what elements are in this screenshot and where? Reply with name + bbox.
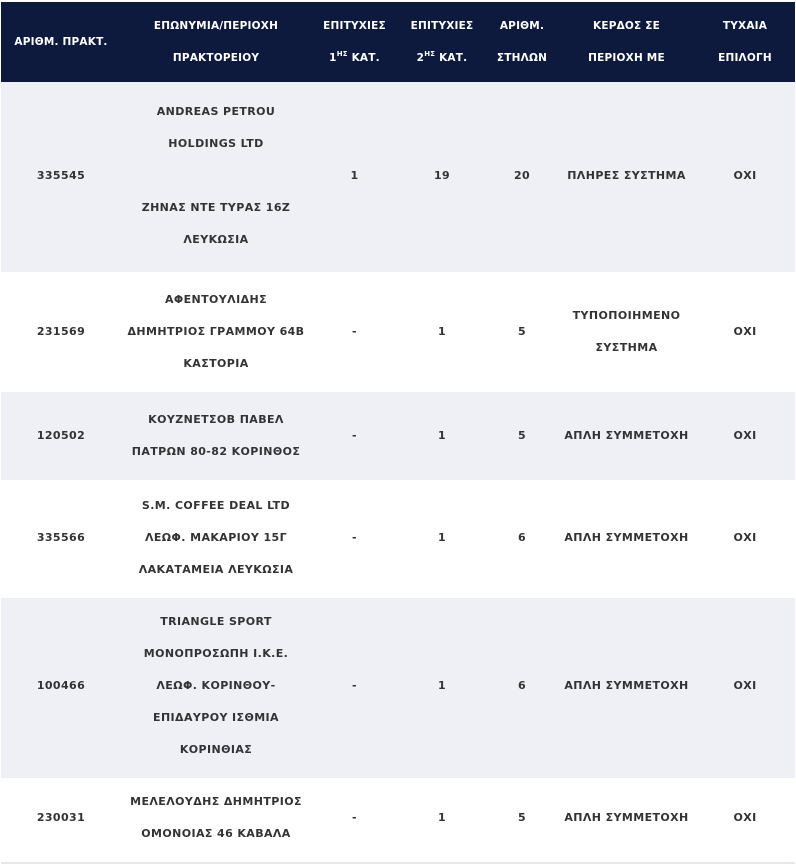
agency-number-cell: 231569 bbox=[36, 325, 86, 338]
random-pick-cell: ΟΧΙ bbox=[733, 811, 757, 824]
agency-line: ΜΕΛΕΛΟΥΔΗΣ ΔΗΜΗΤΡΙΟΣ bbox=[130, 795, 302, 808]
agency-name-cell bbox=[121, 598, 311, 778]
header-first-category-wins: ΕΠΙΤΥΧΙΕΣ $1^{H\Sigma}$ ΚΑΤ. bbox=[323, 20, 386, 64]
table-body bbox=[1, 82, 795, 863]
agency-line: TRIANGLE SPORT bbox=[160, 615, 272, 628]
columns-count-cell: 6 bbox=[517, 679, 527, 692]
agency-line: ΛΕΩΦ. ΚΟΡΙΝΘΟΥ- bbox=[156, 679, 276, 692]
agency-name-cell bbox=[121, 392, 311, 480]
agency-line: ΚΑΣΤΟΡΙΑ bbox=[183, 357, 249, 370]
agency-line: ΜΟΝΟΠΡΟΣΩΠΗ Ι.Κ.Ε. bbox=[143, 647, 289, 660]
second-category-cell: 1 bbox=[437, 811, 447, 824]
agency-number-cell: 335566 bbox=[36, 531, 86, 544]
gain-type-cell bbox=[558, 778, 695, 863]
gain-line: ΣΥΣΤΗΜΑ bbox=[595, 341, 658, 354]
gain-line: ΤΥΠΟΠΟΙΗΜΕΝΟ bbox=[572, 309, 681, 322]
agency-line: ANDREAS PETROU bbox=[156, 105, 276, 118]
agency-line: ΛΕΩΦ. ΜΑΚΑΡΙΟΥ 15Γ bbox=[144, 531, 288, 544]
second-category-cell: 1 bbox=[437, 325, 447, 338]
agency-line: ΚΟΡΙΝΘΙΑΣ bbox=[179, 743, 253, 756]
first-category-cell: - bbox=[352, 429, 357, 442]
agency-line: ΑΦΕΝΤΟΥΛΙΔΗΣ bbox=[164, 293, 268, 306]
agency-line: ΠΑΤΡΩΝ 80-82 ΚΟΡΙΝΘΟΣ bbox=[131, 445, 301, 458]
table-row bbox=[1, 82, 795, 272]
columns-count-cell: 5 bbox=[517, 811, 527, 824]
table-row bbox=[1, 392, 795, 480]
header-second-category-wins: ΕΠΙΤΥΧΙΕΣ $2^{H\Sigma}$ ΚΑΤ. bbox=[410, 20, 474, 64]
header-columns-count: ΑΡΙΘΜ. ΣΤΗΛΩΝ bbox=[496, 20, 548, 64]
second-category-cell: 19 bbox=[433, 169, 451, 182]
agency-line: HOLDINGS LTD bbox=[168, 137, 264, 150]
columns-count-cell: 6 bbox=[517, 531, 527, 544]
table-header-row bbox=[1, 2, 795, 82]
winners-table bbox=[1, 2, 795, 864]
gain-type-cell bbox=[558, 598, 695, 778]
agency-line: S.M. COFFEE DEAL LTD bbox=[141, 499, 291, 512]
first-category-cell: - bbox=[352, 325, 357, 338]
second-category-cell: 1 bbox=[437, 531, 447, 544]
gain-type-cell bbox=[558, 272, 695, 392]
random-pick-cell: ΟΧΙ bbox=[733, 679, 757, 692]
gain-line: ΠΛΗΡΕΣ ΣΥΣΤΗΜΑ bbox=[567, 169, 686, 182]
agency-line: ΚΟΥΖΝΕΤΣΟΒ ΠΑΒΕΛ bbox=[148, 413, 284, 426]
agency-number-cell: 120502 bbox=[36, 429, 86, 442]
header-gain-type: ΚΕΡΔΟΣ ΣΕ ΠΕΡΙΟΧΗ ΜΕ bbox=[588, 20, 665, 64]
gain-line: ΑΠΛΗ ΣΥΜΜΕΤΟΧΗ bbox=[564, 429, 689, 442]
header-agency-number: ΑΡΙΘΜ. ΠΡΑΚΤ. bbox=[14, 36, 108, 48]
table-row bbox=[1, 778, 795, 863]
first-category-cell: - bbox=[352, 811, 357, 824]
header-random-pick: ΤΥΧΑΙΑ ΕΠΙΛΟΓΗ bbox=[718, 20, 772, 64]
columns-count-cell: 5 bbox=[517, 325, 527, 338]
table-row bbox=[1, 480, 795, 598]
agency-name-cell bbox=[121, 272, 311, 392]
agency-line: ΟΜΟΝΟΙΑΣ 46 ΚΑΒΑΛΑ bbox=[141, 827, 291, 840]
first-category-cell: - bbox=[352, 679, 357, 692]
random-pick-cell: ΟΧΙ bbox=[733, 429, 757, 442]
first-category-cell: - bbox=[352, 531, 357, 544]
first-category-cell: 1 bbox=[350, 169, 359, 182]
agency-number-cell: 335545 bbox=[36, 169, 86, 182]
gain-line: ΑΠΛΗ ΣΥΜΜΕΤΟΧΗ bbox=[564, 811, 689, 824]
agency-number-cell: 100466 bbox=[36, 679, 86, 692]
agency-line: ΕΠΙΔΑΥΡΟΥ ΙΣΘΜΙΑ bbox=[153, 711, 279, 724]
agency-name-cell bbox=[121, 480, 311, 598]
agency-line: ΔΗΜΗΤΡΙΟΣ ΓΡΑΜΜΟΥ 64Β bbox=[127, 325, 305, 338]
gain-line: ΑΠΛΗ ΣΥΜΜΕΤΟΧΗ bbox=[564, 679, 689, 692]
agency-name-cell bbox=[121, 778, 311, 863]
agency-line: ΛΕΥΚΩΣΙΑ bbox=[183, 233, 249, 246]
header-agency-name: ΕΠΩΝΥΜΙΑ/ΠΕΡΙΟΧΗ ΠΡΑΚΤΟΡΕΙΟΥ bbox=[153, 20, 279, 64]
random-pick-cell: ΟΧΙ bbox=[733, 325, 757, 338]
agency-number-cell: 230031 bbox=[36, 811, 86, 824]
agency-line bbox=[124, 160, 308, 192]
columns-count-cell: 5 bbox=[517, 429, 527, 442]
agency-line: ΖΗΝΑΣ ΝΤΕ ΤΥΡΑΣ 16Ζ bbox=[141, 201, 291, 214]
gain-type-cell bbox=[558, 392, 695, 480]
gain-type-cell bbox=[558, 82, 695, 272]
random-pick-cell: ΟΧΙ bbox=[733, 531, 757, 544]
gain-line: ΑΠΛΗ ΣΥΜΜΕΤΟΧΗ bbox=[564, 531, 689, 544]
agency-line: ΛΑΚΑΤΑΜΕΙΑ ΛΕΥΚΩΣΙΑ bbox=[138, 563, 294, 576]
table-row bbox=[1, 598, 795, 778]
gain-type-cell bbox=[558, 480, 695, 598]
agency-name-cell bbox=[121, 82, 311, 272]
columns-count-cell: 20 bbox=[513, 169, 531, 182]
table-row bbox=[1, 272, 795, 392]
second-category-cell: 1 bbox=[437, 429, 447, 442]
second-category-cell: 1 bbox=[437, 679, 447, 692]
random-pick-cell: ΟΧΙ bbox=[733, 169, 757, 182]
